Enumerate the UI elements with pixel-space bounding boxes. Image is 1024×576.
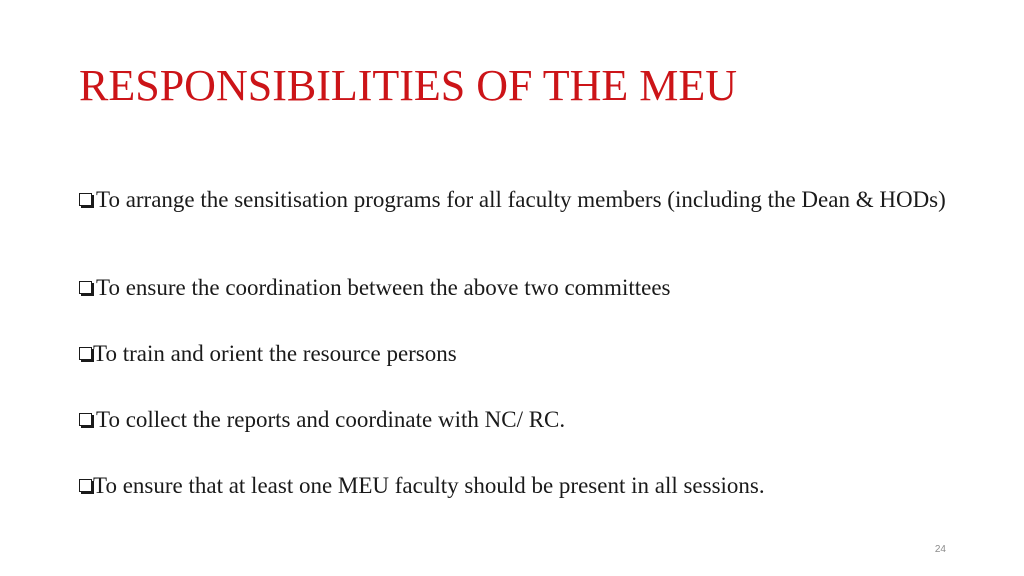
bullet-text: To train and orient the resource persons — [93, 341, 457, 366]
bullet-text: To ensure that at least one MEU faculty should be present in all sessions. — [93, 473, 765, 498]
page-number: 24 — [934, 544, 946, 555]
checkbox-icon — [79, 479, 92, 492]
bullet-item — [79, 473, 959, 499]
slide-title: RESPONSIBILITIES OF THE MEU — [79, 61, 738, 110]
checkbox-icon — [79, 347, 92, 360]
bullet-item — [79, 407, 959, 433]
bullet-text: To ensure the coordination between the above two committees — [96, 275, 671, 300]
bullet-item — [79, 187, 959, 213]
checkbox-icon — [79, 413, 92, 426]
bullet-item — [79, 341, 959, 367]
bullet-text: To collect the reports and coordinate with NC/ RC. — [96, 407, 566, 432]
checkbox-icon — [79, 281, 92, 294]
bullet-text: To arrange the sensitisation programs for all faculty members (including the Dean & HODs) — [96, 187, 946, 212]
bullet-item — [79, 275, 959, 301]
checkbox-icon — [79, 193, 92, 206]
